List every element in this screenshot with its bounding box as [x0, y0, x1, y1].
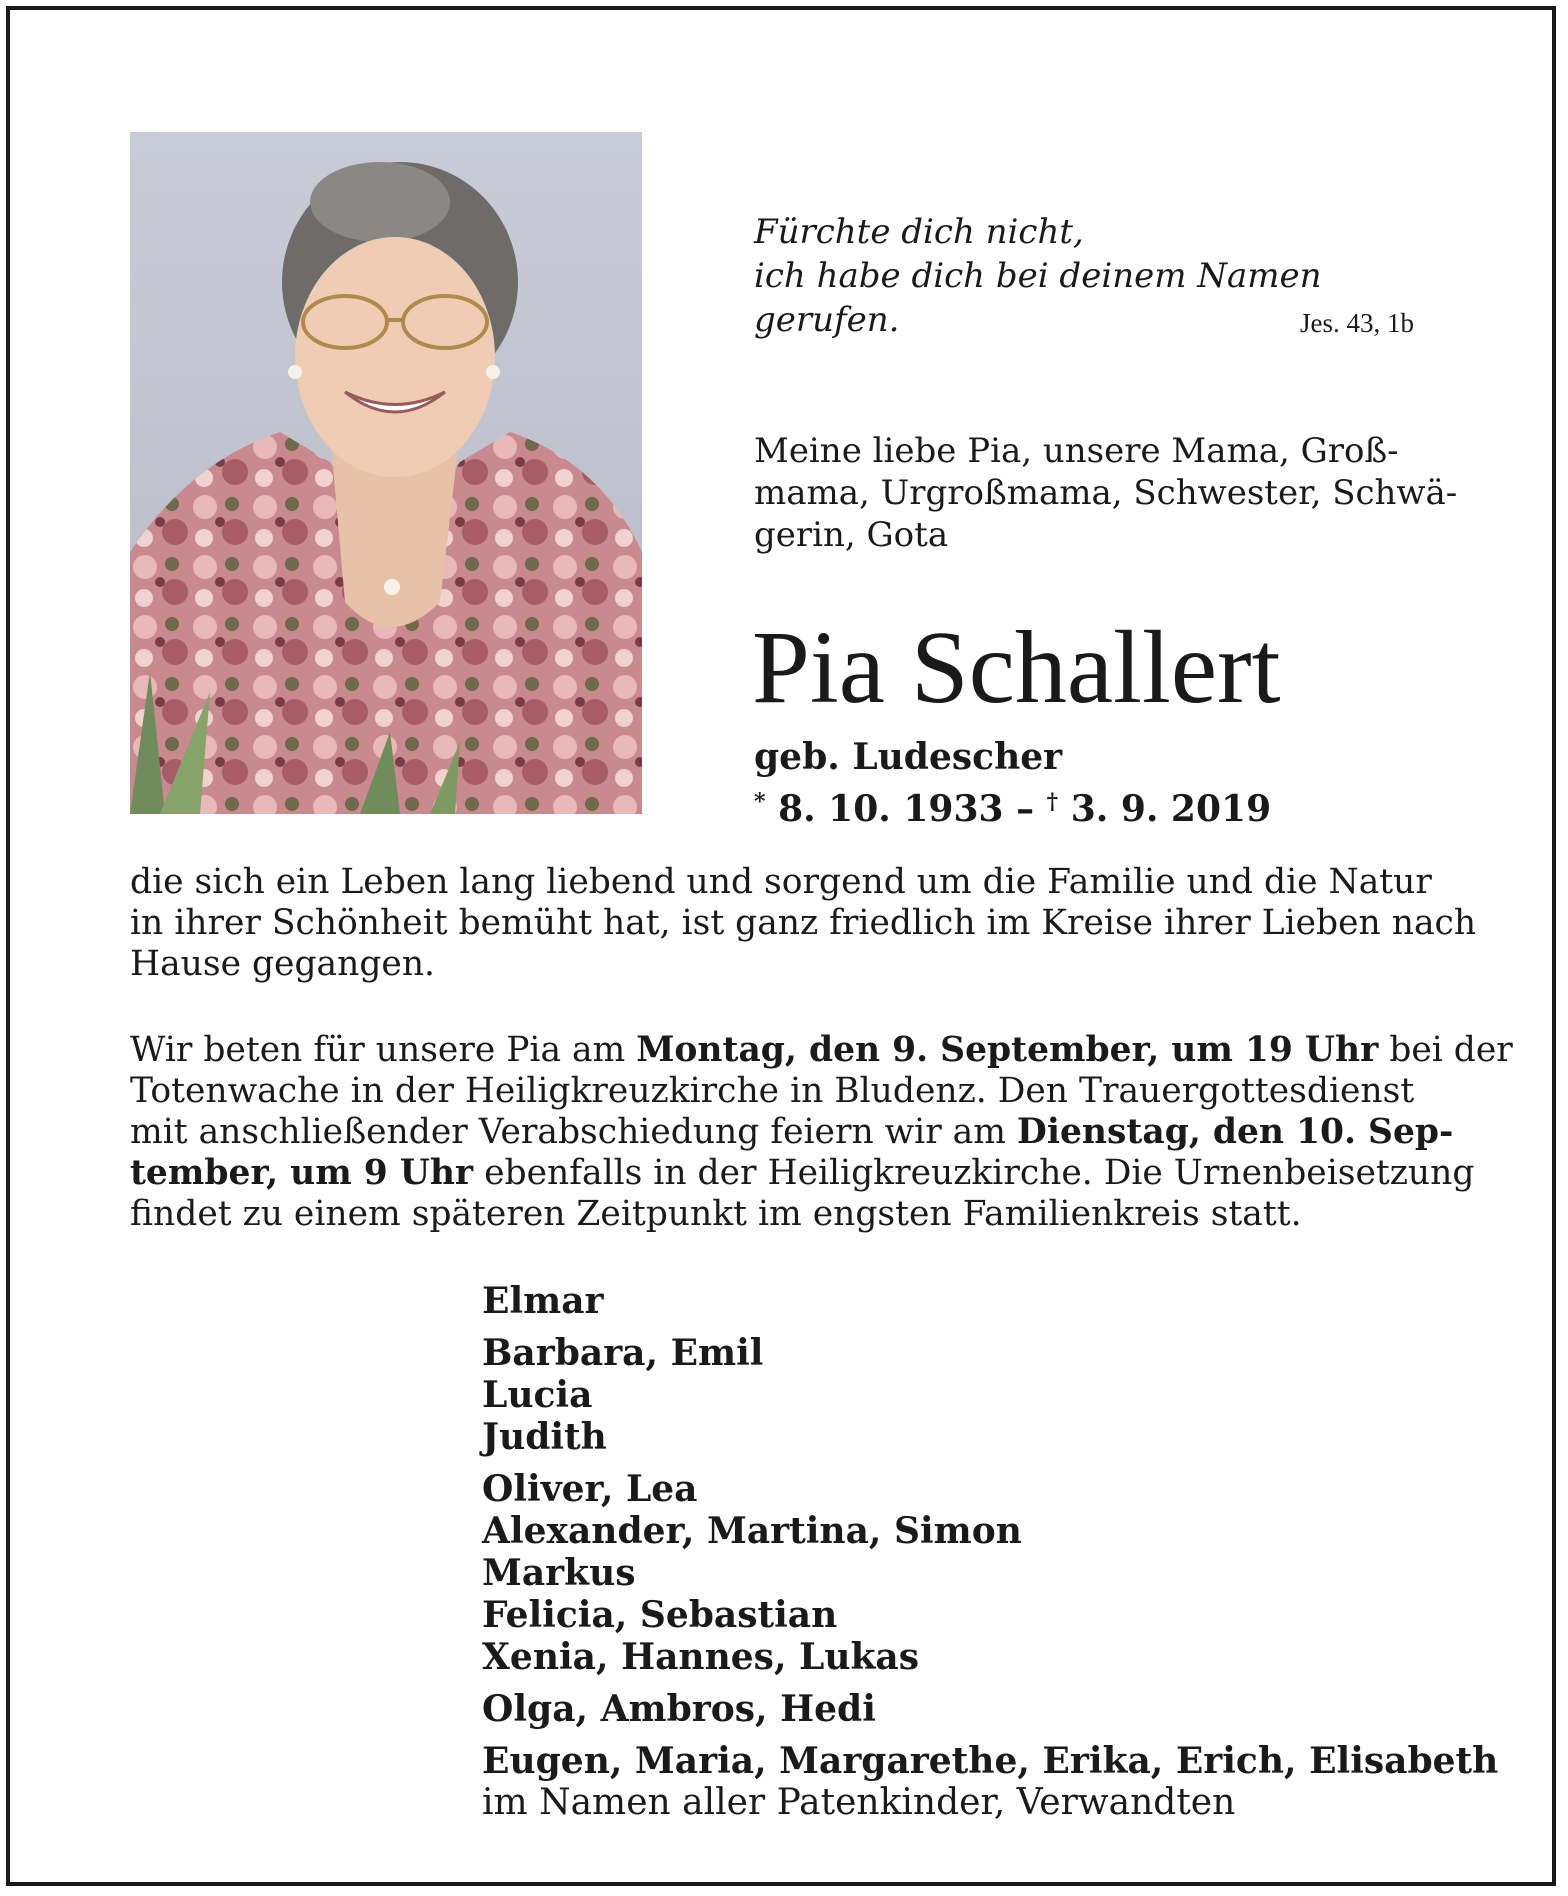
paragraph-life	[130, 862, 1477, 985]
verse-line-1: Fürchte dich nicht,	[754, 212, 1084, 252]
paragraph2-text: ebenfalls in der Heiligkreuzkirche. Die Urnenbeisetzung	[473, 1153, 1475, 1193]
paragraph2-text: bei der	[1378, 1030, 1513, 1070]
wake-date: Montag, den 9. September, um 19 Uhr	[636, 1030, 1379, 1070]
mourner-group-4	[482, 1688, 1498, 1730]
funeral-date: Dienstag, den 10. Sep-	[1016, 1112, 1454, 1152]
birth-name: geb. Ludescher	[754, 736, 1063, 778]
intro-line-1: Meine liebe Pia, unsere Mama, Groß-	[754, 431, 1399, 471]
paragraph1-line-1: die sich ein Leben lang liebend und sorgend um die Familie und die Natur	[130, 862, 1432, 902]
portrait-photo	[130, 132, 642, 814]
mourner-group-2	[482, 1332, 1498, 1458]
paragraph1-line-3: Hause gegangen.	[130, 944, 436, 984]
mourners-list	[482, 1280, 1498, 1824]
paragraph2-line-4	[130, 1153, 1475, 1194]
paragraph2-text: Wir beten für unsere Pia am	[130, 1030, 637, 1070]
paragraph2-line-5: findet zu einem späteren Zeitpunkt im engsten Familienkreis statt.	[130, 1194, 1302, 1234]
death-symbol: †	[1046, 789, 1059, 815]
paragraph2-line-1	[130, 1030, 1513, 1071]
deceased-name: Pia Schallert	[752, 610, 1281, 725]
intro-line-3: gerin, Gota	[754, 515, 949, 555]
mourner-line: Elmar	[482, 1280, 604, 1322]
paragraph-service	[130, 1030, 1513, 1235]
mourner-line: Alexander, Martina, Simon	[482, 1510, 1022, 1552]
mourner-group-1	[482, 1280, 1498, 1322]
mourners-footer: im Namen aller Patenkinder, Verwandten	[482, 1782, 1236, 1823]
funeral-time: tember, um 9 Uhr	[130, 1153, 474, 1193]
life-dates	[754, 780, 1271, 831]
mourner-group-5	[482, 1740, 1498, 1824]
paragraph2-text: mit anschließender Verabschiedung feiern wir am	[130, 1112, 1017, 1152]
mourner-line: Oliver, Lea	[482, 1468, 698, 1510]
birth-date: 8. 10. 1933	[778, 788, 1004, 830]
date-separator: –	[1016, 788, 1035, 830]
mourner-line: Lucia	[482, 1374, 593, 1416]
mourner-line: Judith	[482, 1416, 607, 1458]
paragraph2-line-3	[130, 1112, 1454, 1153]
portrait-image	[130, 132, 642, 814]
paragraph1-line-2: in ihrer Schönheit bemüht hat, ist ganz friedlich im Kreise ihrer Lieben nach	[130, 903, 1477, 943]
mourner-line: Barbara, Emil	[482, 1332, 764, 1374]
mourner-line: Felicia, Sebastian	[482, 1594, 838, 1636]
verse-reference: Jes. 43, 1b	[1300, 308, 1414, 338]
paragraph2-line-2: Totenwache in der Heiligkreuzkirche in Bludenz. Den Trauergottesdienst	[130, 1071, 1415, 1111]
intro-text	[754, 430, 1458, 556]
mourner-line: Eugen, Maria, Margarethe, Erika, Erich, Elisabeth	[482, 1740, 1499, 1782]
mourner-line: Markus	[482, 1552, 636, 1594]
intro-line-2: mama, Urgroßmama, Schwester, Schwä-	[754, 473, 1458, 513]
mourner-group-3	[482, 1468, 1498, 1678]
birth-symbol: *	[754, 789, 766, 815]
mourner-line: Olga, Ambros, Hedi	[482, 1688, 876, 1730]
verse-line-2: ich habe dich bei deinem Namen gerufen.	[754, 256, 1322, 340]
death-date: 3. 9. 2019	[1070, 788, 1272, 830]
mourner-line: Xenia, Hannes, Lukas	[482, 1636, 920, 1678]
